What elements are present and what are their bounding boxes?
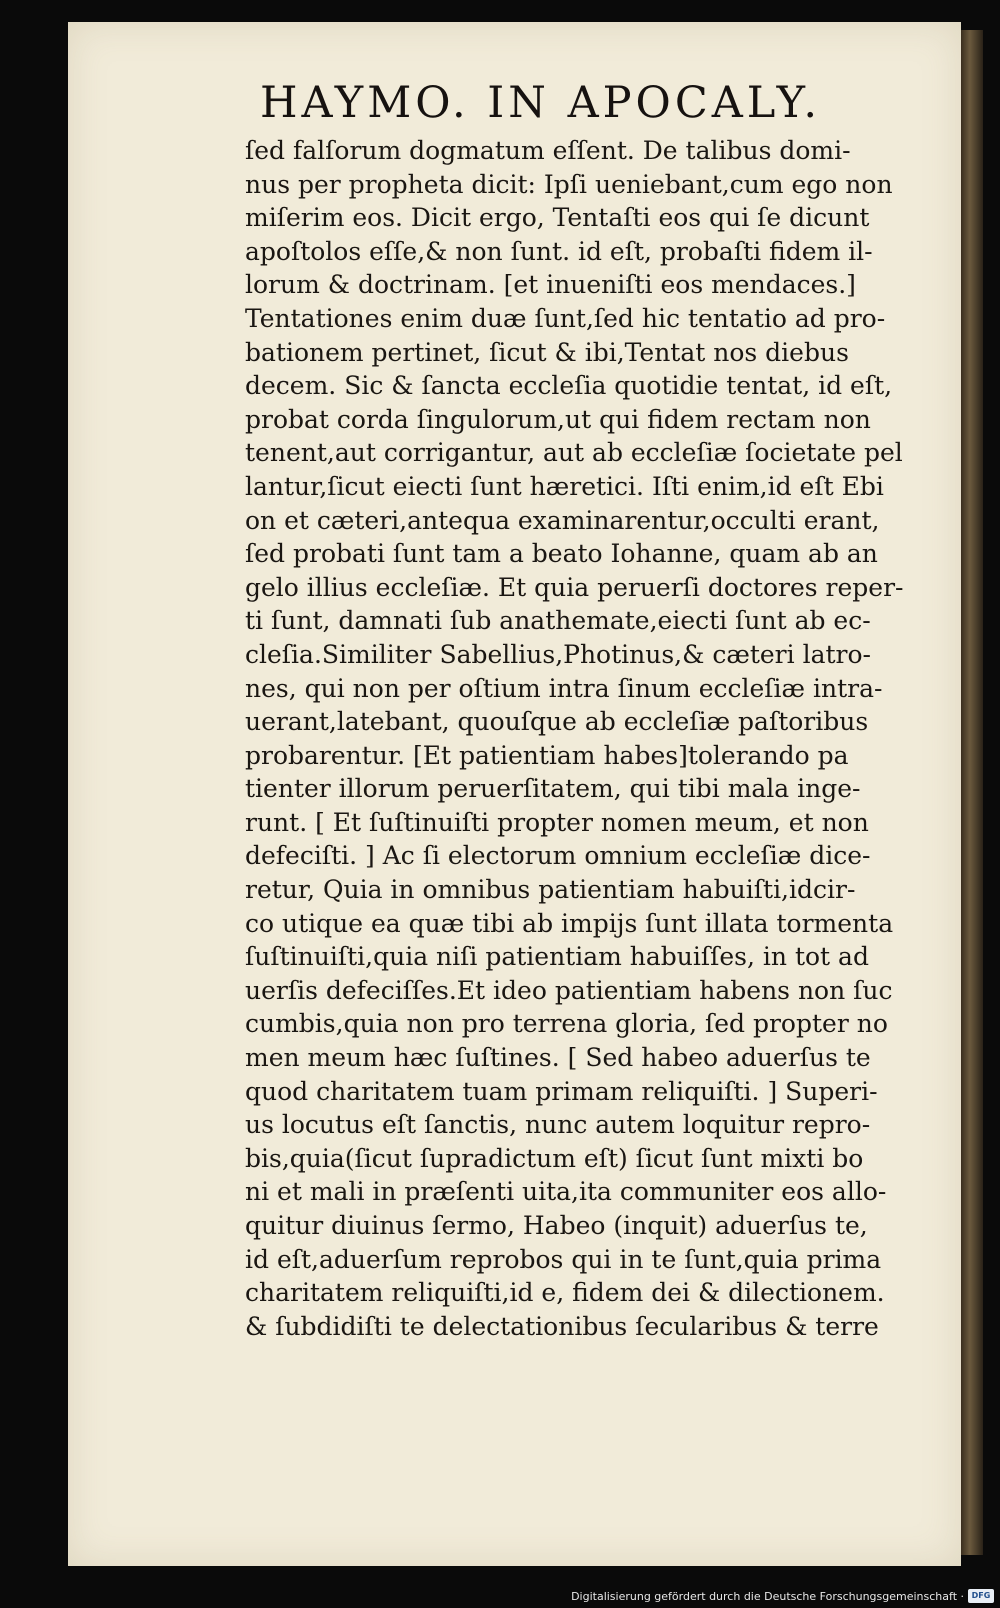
- text-line: on et cæteri,antequa examinarentur,occulti erant,: [245, 505, 880, 535]
- text-line: nes, qui non per oſtium intra ſinum eccleſiæ intra-: [245, 673, 883, 703]
- text-line: cumbis,quia non pro terrena gloria, ſed propter no: [245, 1009, 888, 1039]
- text-line: ſed probati ſunt tam a beato Iohanne, quam ab an: [245, 539, 878, 569]
- text-line: co utique ea quæ tibi ab impijs ſunt illata tormenta: [245, 908, 894, 938]
- text-line: apoſtolos eſſe,& non ſunt. id eſt, probaſti fidem il-: [245, 236, 873, 266]
- dfg-logo: DFG: [968, 1589, 994, 1603]
- text-line: runt. [ Et ſuſtinuiſti propter nomen meum, et non: [245, 807, 869, 837]
- text-line: lantur,ſicut eiecti ſunt hæretici. Iſti enim,id eſt Ebi: [245, 471, 884, 501]
- text-line: bationem pertinet, ſicut & ibi,Tentat nos diebus: [245, 337, 849, 367]
- text-line: ſuſtinuiſti,quia niſi patientiam habuiſſes, in tot ad: [245, 942, 869, 972]
- text-line: probat corda ſingulorum,ut qui fidem rectam non: [245, 404, 871, 434]
- text-line: quod charitatem tuam primam reliquiſti. ] Superi-: [245, 1076, 878, 1106]
- text-line: retur, Quia in omnibus patientiam habuiſti,idcir-: [245, 875, 856, 905]
- text-line: Tentationes enim duæ ſunt,ſed hic tentatio ad pro-: [245, 303, 886, 333]
- text-line: uerant,latebant, quouſque ab eccleſiæ paſtoribus: [245, 707, 869, 737]
- text-line: lorum & doctrinam. [et inueniſti eos mendaces.]: [245, 270, 856, 300]
- text-line: defeciſti. ] Ac ſi electorum omnium eccleſiæ dice-: [245, 841, 871, 871]
- text-line: bis,quia(ſicut ſupradictum eſt) ſicut ſunt mixti bo: [245, 1143, 864, 1173]
- footer-credit: [571, 1586, 994, 1606]
- text-line: probarentur. [Et patientiam habes]tolerando pa: [245, 740, 849, 770]
- text-line: decem. Sic & ſancta eccleſia quotidie tentat, id eſt,: [245, 371, 893, 401]
- text-line: us locutus eſt ſanctis, nunc autem loquitur repro-: [245, 1110, 871, 1140]
- text-line: ſed falſorum dogmatum eſſent. De talibus domi-: [245, 136, 851, 165]
- text-line: & ſubdidiſti te delectationibus ſecularibus & terre: [245, 1311, 879, 1341]
- running-head: HAYMO. IN APOCALY.: [260, 78, 822, 128]
- text-line: nus per propheta dicit: Ipſi ueniebant,cum ego non: [245, 169, 893, 199]
- text-line: tenent,aut corrigantur, aut ab eccleſiæ ſocietate pel: [245, 438, 903, 468]
- text-line: charitatem reliquiſti,id e, fidem dei & dilectionem.: [245, 1278, 885, 1308]
- text-line: men meum hæc ſuſtines. [ Sed habeo aduerſus te: [245, 1043, 871, 1073]
- page-edge: [961, 30, 983, 1555]
- text-line: uerſis defeciſſes.Et ideo patientiam habens non ſuc: [245, 975, 893, 1005]
- text-line: miſerim eos. Dicit ergo, Tentaſti eos qui ſe dicunt: [245, 203, 870, 233]
- footer-credit-text: Digitalisierung gefördert durch die Deutsche Forschungsgemeinschaft ·: [571, 1589, 964, 1603]
- text-line: gelo illius eccleſiæ. Et quia peruerſi doctores reper-: [245, 572, 904, 602]
- text-line: ti ſunt, damnati ſub anathemate,eiecti ſunt ab ec-: [245, 606, 871, 636]
- text-line: tienter illorum peruerſitatem, qui tibi mala inge-: [245, 774, 861, 804]
- text-line: id eſt,aduerſum reprobos qui in te ſunt,quia prima: [245, 1244, 882, 1274]
- text-line: ni et mali in præſenti uita,ita communiter eos allo-: [245, 1177, 887, 1207]
- text-block: [245, 134, 957, 1343]
- text-line: cleſia.Similiter Sabellius,Photinus,& cæteri latro-: [245, 639, 871, 669]
- text-line: quitur diuinus ſermo, Habeo (inquit) aduerſus te,: [245, 1211, 868, 1240]
